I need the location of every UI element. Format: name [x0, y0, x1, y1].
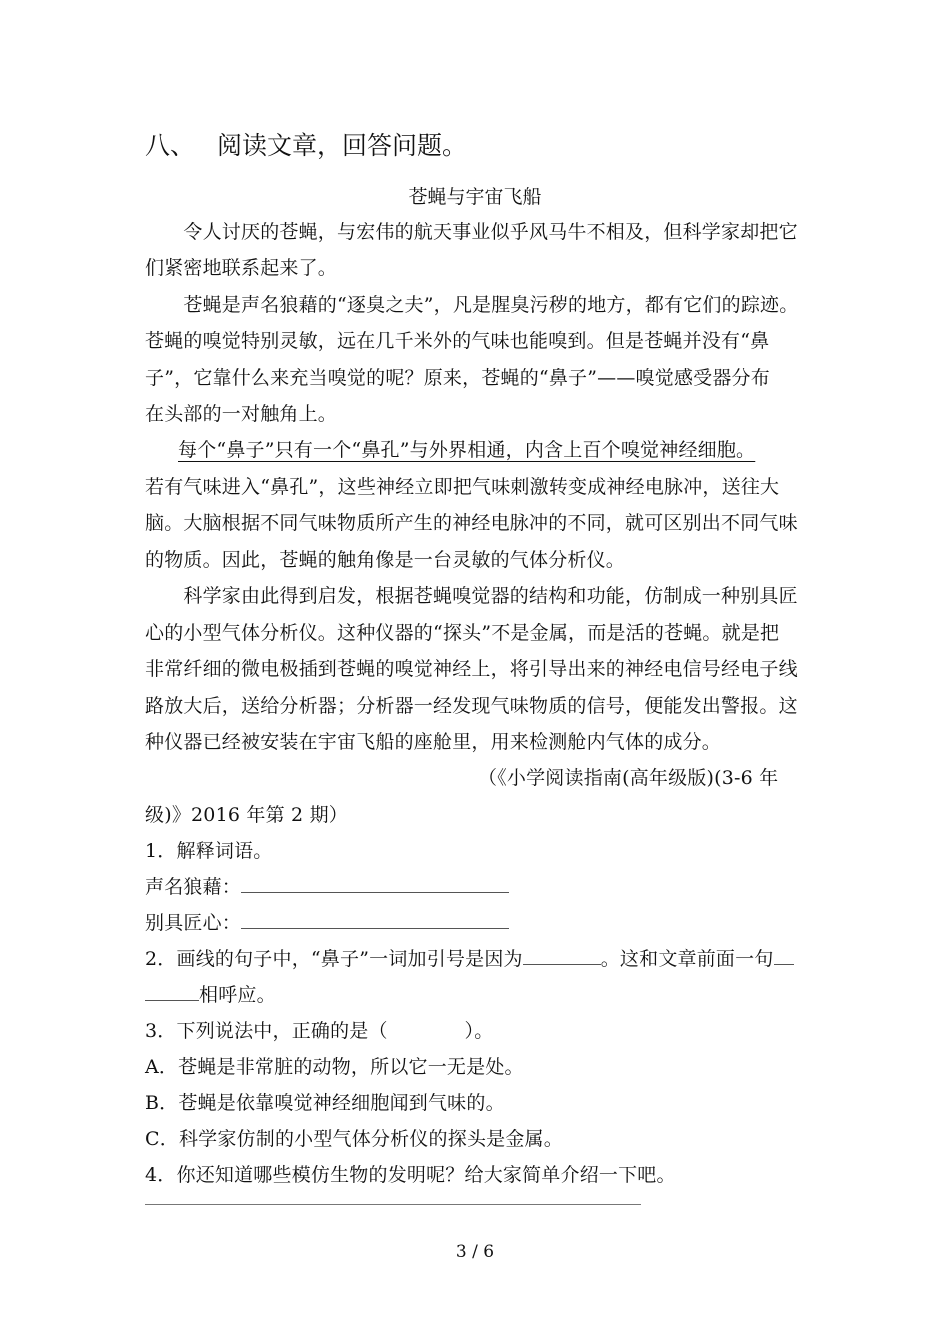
answer-blank[interactable]: [241, 910, 509, 929]
question-3: 3．下列说法中，正确的是（ ）。: [145, 1020, 494, 1042]
section-number: 八、: [145, 131, 196, 160]
article-line: 苍蝇是声名狼藉的“逐臭之夫”，凡是腥臭污秽的地方，都有它们的踪迹。: [145, 294, 799, 316]
page-number: 3 / 6: [455, 1242, 495, 1262]
section-heading: [145, 130, 467, 162]
term-label: 声名狼藉：: [145, 876, 242, 898]
article-title: 苍蝇与宇宙飞船: [408, 186, 542, 208]
question-2-text: 2．画线的句子中，“鼻子”一词加引号是因为: [145, 948, 523, 970]
article-line: 非常纤细的微电极插到苍蝇的嗅觉神经上，将引导出来的神经电信号经电子线: [145, 658, 798, 680]
article-line: 们紧密地联系起来了。: [145, 257, 338, 279]
article-line: 苍蝇的嗅觉特别灵敏，远在几千米外的气味也能嗅到。但是苍蝇并没有“鼻: [145, 330, 770, 352]
question-1b: [145, 910, 509, 936]
section-title: 阅读文章，回答问题。: [217, 131, 468, 160]
article-source: 级)》2016 年第 2 期）: [145, 804, 348, 826]
underlined-sentence: 每个“鼻子”只有一个“鼻孔”与外界相通，内含上百个嗅觉神经细胞。: [178, 439, 756, 461]
article-line: 令人讨厌的苍蝇，与宏伟的航天事业似乎风马牛不相及，但科学家却把它: [145, 221, 798, 243]
question-1a: [145, 874, 509, 900]
article-line: 子”，它靠什么来充当嗅觉的呢？原来，苍蝇的“鼻子”——嗅觉感受器分布: [145, 367, 770, 389]
question-2-text: 相呼应。: [199, 984, 276, 1006]
option-c: C．科学家仿制的小型气体分析仪的探头是金属。: [145, 1128, 563, 1150]
article-line: 心的小型气体分析仪。这种仪器的“探头”不是金属，而是活的苍蝇。就是把: [145, 622, 780, 644]
article-line: 的物质。因此，苍蝇的触角像是一台灵敏的气体分析仪。: [145, 549, 626, 571]
article-line: 种仪器已经被安装在宇宙飞船的座舱里，用来检测舱内气体的成分。: [145, 731, 722, 753]
question-2-text: 。这和文章前面一句: [600, 948, 774, 970]
article-source: （《小学阅读指南(高年级版)(3-6 年: [478, 767, 779, 789]
article-line: 路放大后，送给分析器；分析器一经发现气味物质的信号，便能发出警报。这: [145, 695, 798, 717]
answer-blank[interactable]: [241, 874, 509, 893]
answer-line[interactable]: [145, 1204, 641, 1205]
question-4: 4．你还知道哪些模仿生物的发明呢？给大家简单介绍一下吧。: [145, 1164, 676, 1186]
question-2: [145, 946, 794, 972]
answer-blank[interactable]: [774, 946, 794, 965]
article-line: 科学家由此得到启发，根据苍蝇嗅觉器的结构和功能，仿制成一种别具匠: [145, 585, 798, 607]
option-b: B．苍蝇是依靠嗅觉神经细胞闻到气味的。: [145, 1092, 505, 1114]
article-line: 在头部的一对触角上。: [145, 403, 338, 425]
term-label: 别具匠心：: [145, 912, 242, 934]
question-1: 1．解释词语。: [145, 840, 273, 862]
article-line: 若有气味进入“鼻孔”，这些神经立即把气味刺激转变成神经电脉冲，送往大: [145, 476, 780, 498]
article-line: 脑。大脑根据不同气味物质所产生的神经电脉冲的不同，就可区别出不同气味: [145, 512, 798, 534]
answer-blank[interactable]: [523, 946, 601, 965]
option-a: A．苍蝇是非常脏的动物，所以它一无是处。: [145, 1056, 524, 1078]
question-2-cont: [145, 982, 276, 1008]
answer-blank[interactable]: [145, 982, 199, 1001]
